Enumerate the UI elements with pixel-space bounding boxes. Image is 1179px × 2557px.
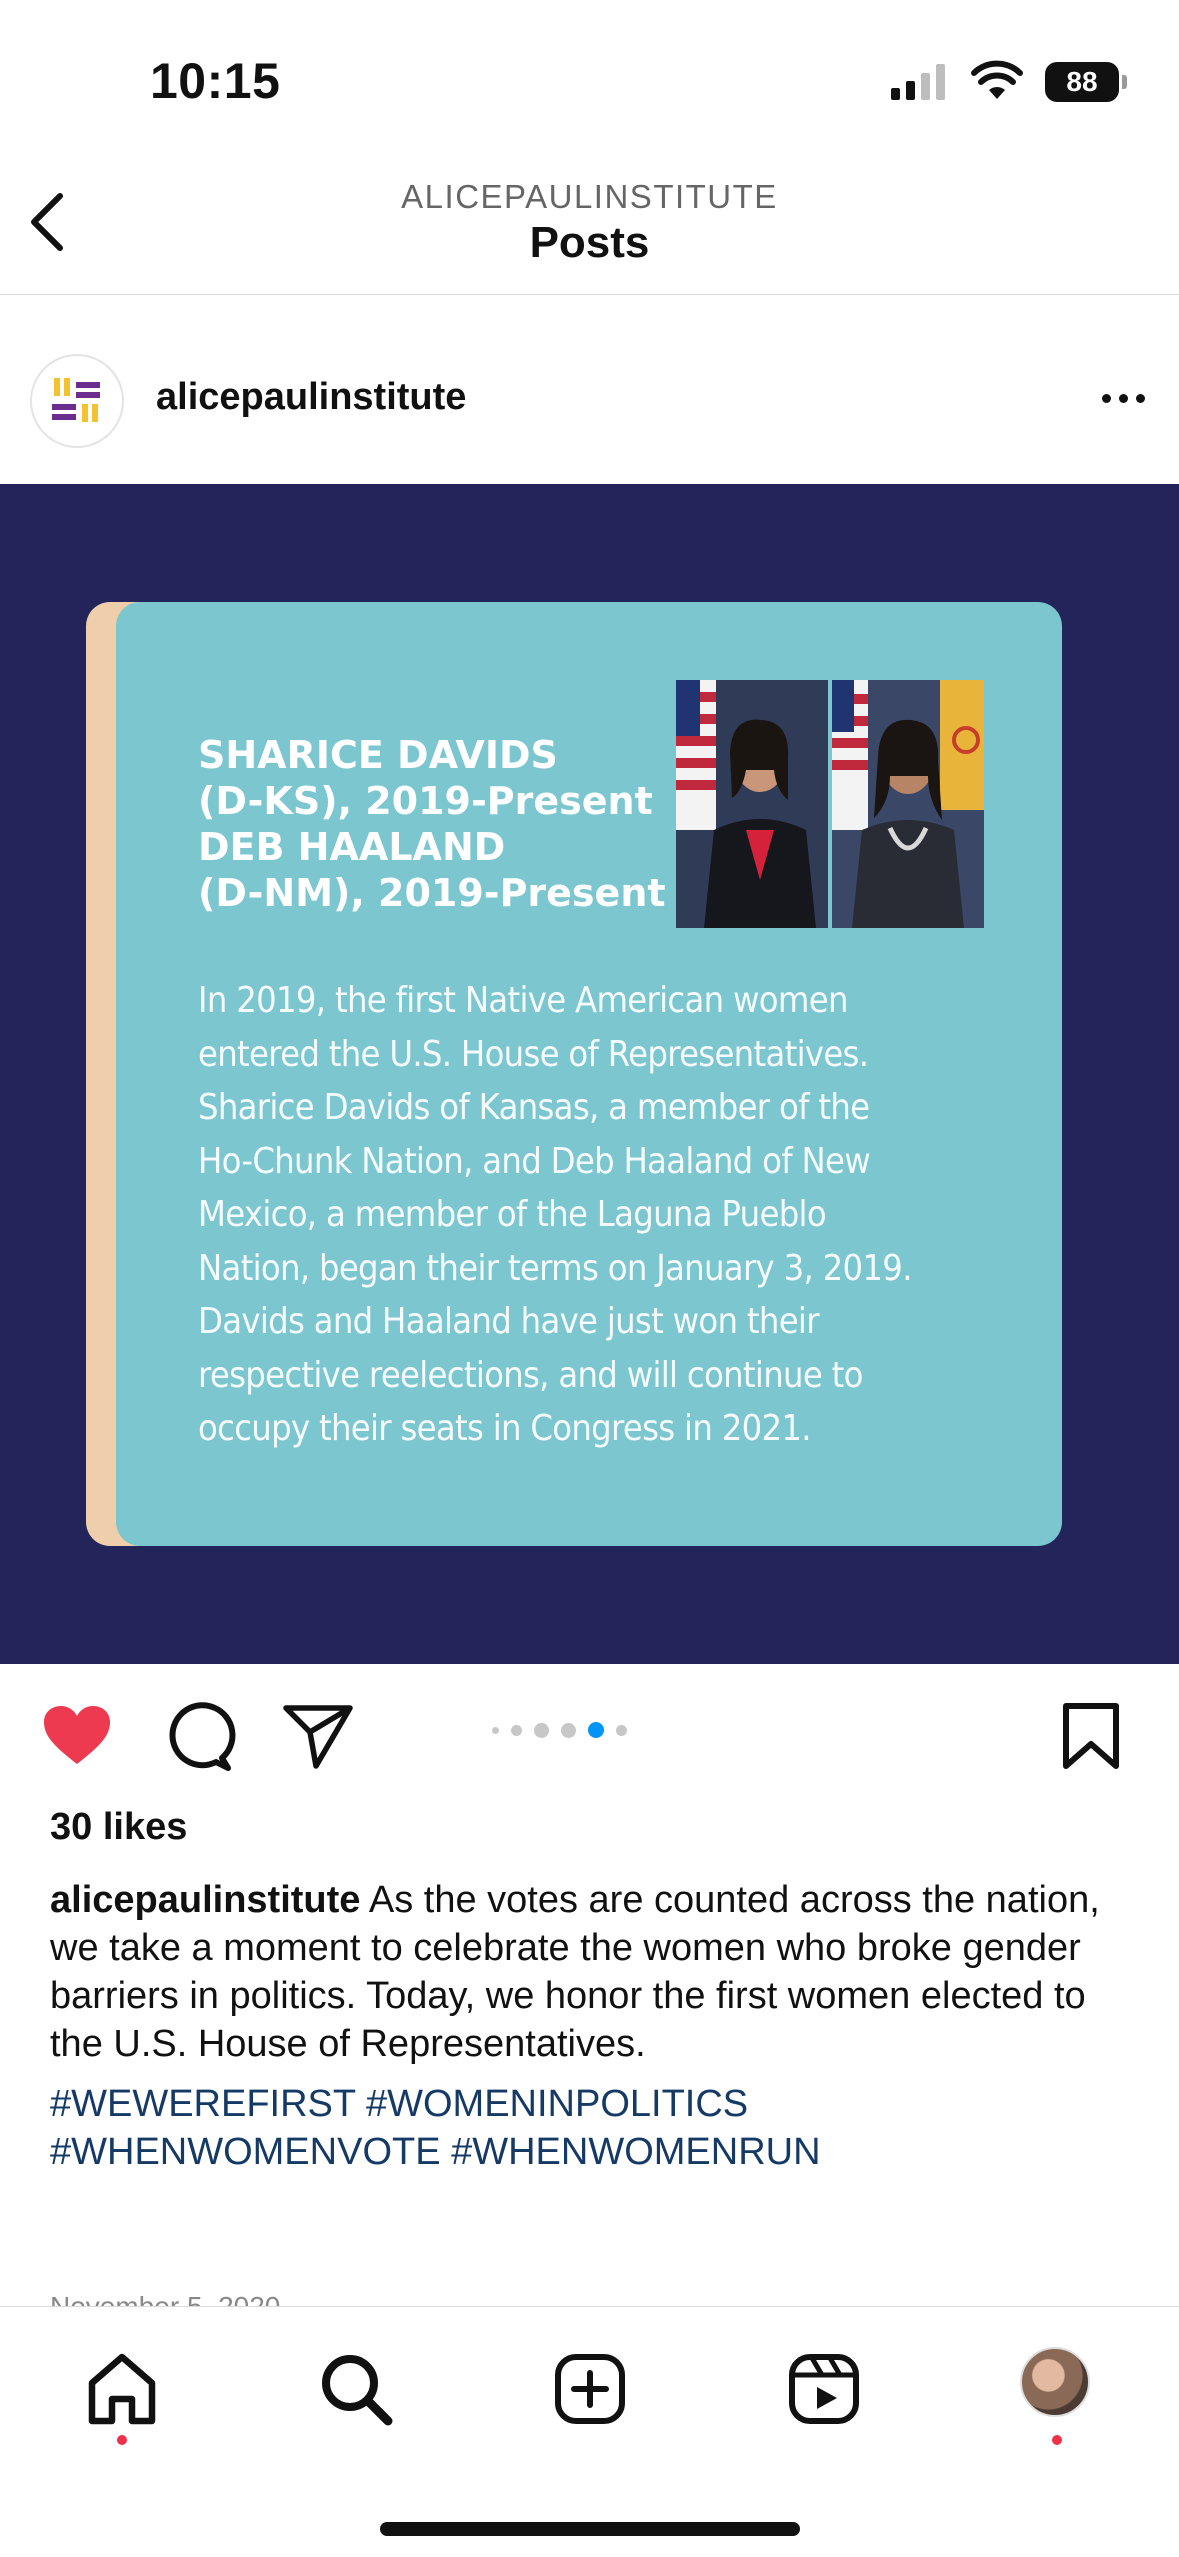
account-label: ALICEPAULINSTITUTE — [401, 178, 778, 215]
page-title: Posts — [529, 218, 650, 267]
photo-sharice-davids — [676, 680, 828, 928]
caption-text: As the votes are counted across the nation, we take a moment to celebrate the women who broke gender barriers in politics. Today, we honor the first women elected to the U.S. House of Representatives. — [50, 1879, 1100, 2065]
status-icons — [891, 62, 1119, 102]
caption-username[interactable]: alicepaulinstitute — [50, 1879, 361, 1921]
home-icon[interactable] — [82, 2349, 162, 2429]
home-indicator — [380, 2522, 800, 2536]
create-icon[interactable] — [550, 2349, 630, 2429]
battery-level: 88 — [1066, 66, 1098, 97]
post-header — [0, 296, 1179, 484]
likes-count[interactable]: 30 likes — [50, 1806, 188, 1848]
cellular-signal-icon — [891, 64, 949, 100]
info-card — [116, 602, 1062, 1546]
hashtags[interactable]: #WEWEREFIRST #WOMENINPOLITICS #WHENWOMENVOTE #WHENWOMENRUN — [50, 2083, 821, 2173]
reels-icon[interactable] — [784, 2349, 864, 2429]
bookmark-icon[interactable] — [1060, 1702, 1122, 1772]
status-time: 10:15 — [150, 53, 281, 109]
search-icon[interactable] — [316, 2349, 396, 2429]
post-caption — [50, 1876, 1130, 2068]
carousel-indicator — [492, 1722, 627, 1738]
status-bar — [0, 0, 1179, 150]
post-actions — [0, 1664, 1179, 1804]
nav-header — [0, 150, 1179, 295]
profile-avatar[interactable] — [1020, 2347, 1090, 2417]
home-notification-dot — [117, 2435, 127, 2445]
photo-deb-haaland — [832, 680, 984, 928]
heart-icon[interactable] — [40, 1702, 114, 1768]
body-text: In 2019, the first Native American women entered the U.S. House of Representatives. Sharice Davids of Kansas, a member of the Ho-Chunk Nation, and Deb Haaland of New Mexico, a member of the Laguna Pueblo Nation, began their terms on January 3, 2019. Davids and Haaland have just won their respective reelections, and will continue to occupy their seats in Congress in 2021. — [198, 980, 912, 1449]
share-icon[interactable] — [282, 1702, 354, 1770]
comment-icon[interactable] — [164, 1702, 234, 1772]
post-image[interactable] — [0, 484, 1179, 1664]
battery-indicator — [1045, 62, 1119, 102]
account-avatar[interactable] — [30, 354, 124, 448]
profile-notification-dot — [1052, 2435, 1062, 2445]
wifi-icon — [971, 63, 1023, 101]
alice-paul-logo-icon — [32, 356, 122, 446]
bottom-tab-bar — [0, 2306, 1179, 2557]
more-options-icon[interactable] — [1102, 394, 1145, 403]
post-username[interactable]: alicepaulinstitute — [156, 376, 467, 418]
names-heading: SHARICE DAVIDS (D-KS), 2019-Present DEB HAALAND (D-NM), 2019-Present — [198, 733, 666, 915]
post-date — [50, 2290, 280, 2306]
